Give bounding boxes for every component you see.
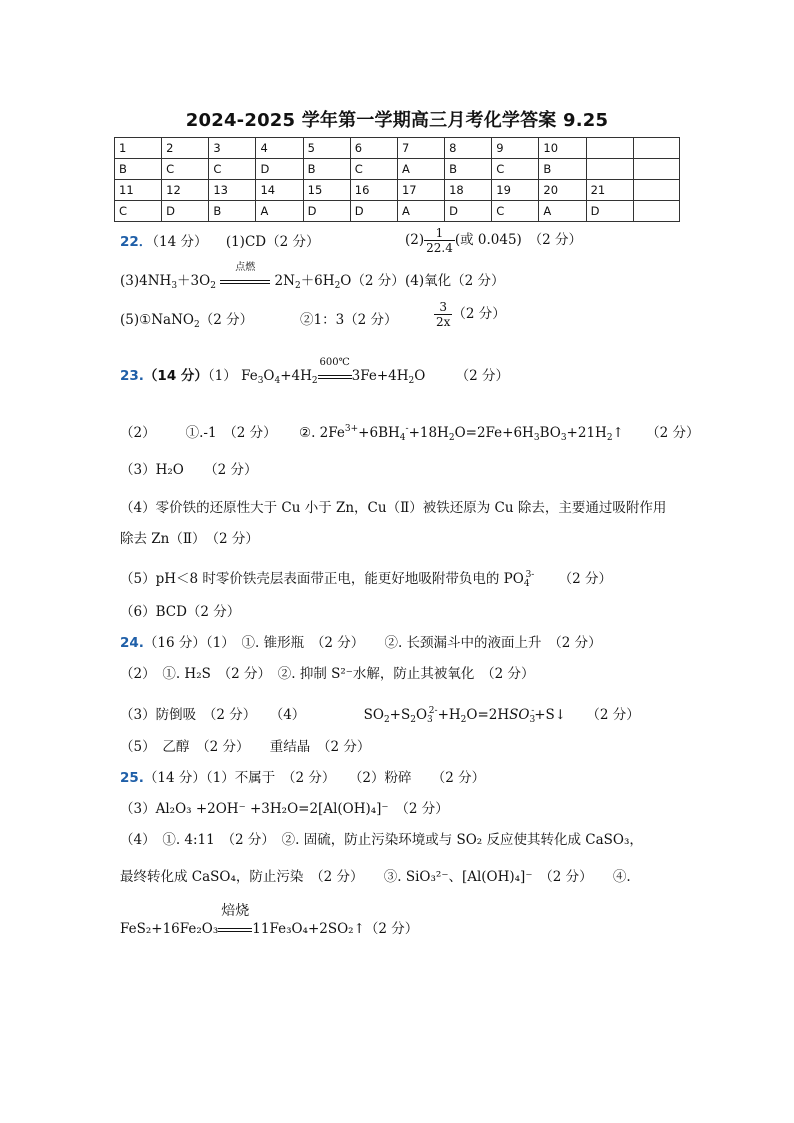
q22-part5c bbox=[434, 300, 506, 329]
table-cell: C bbox=[162, 159, 209, 180]
table-cell: 14 bbox=[256, 180, 303, 201]
table-cell bbox=[586, 159, 633, 180]
condition-text: 点燃 bbox=[235, 262, 256, 273]
table-cell: 11 bbox=[115, 180, 162, 201]
q25-part4-equation bbox=[120, 903, 419, 938]
q22-part2-rest: (或 0.045) （2 分） bbox=[454, 232, 582, 248]
q25-part4-line2: 最终转化成 CaSO₄，防止污染 （2 分） ③. SiO₃²⁻、[Al(OH)₄]⁻ （2 分） ④. bbox=[120, 869, 631, 885]
q23-eq-condition bbox=[318, 357, 352, 385]
q23-part2b-score: （2 分） bbox=[646, 425, 700, 441]
q22-eq-right2: ＋6H bbox=[300, 273, 335, 289]
table-cell: 21 bbox=[586, 180, 633, 201]
q22-eq-right3: O（2 分） bbox=[340, 273, 405, 289]
q24-number: 24. bbox=[120, 635, 144, 651]
q25-part3: （3）Al₂O₃ +2OH⁻ +3H₂O=2[Al(OH)₄]⁻ （2 分） bbox=[120, 801, 449, 817]
q22-part5b: ②1：3（2 分） bbox=[300, 312, 398, 328]
q23-part6: （6）BCD（2 分） bbox=[120, 604, 241, 620]
table-cell: C bbox=[350, 159, 397, 180]
q22-part4: (4)氧化（2 分） bbox=[405, 273, 505, 289]
q22-part5c-fraction bbox=[434, 300, 452, 329]
table-cell: 7 bbox=[397, 138, 444, 159]
q23-part1-label: （1） bbox=[207, 368, 237, 384]
table-cell: 6 bbox=[350, 138, 397, 159]
table-cell: C bbox=[209, 159, 256, 180]
table-cell: 3 bbox=[209, 138, 256, 159]
table-cell bbox=[633, 180, 679, 201]
q24-line-1 bbox=[120, 634, 602, 652]
table-cell: D bbox=[350, 201, 397, 222]
q22-eq-right: 2N bbox=[274, 273, 295, 289]
q25-eq-right: 11Fe₃O₄+2SO₂↑（2 分） bbox=[252, 921, 419, 937]
q24-part3-text: （3）防倒吸 （2 分） （4） bbox=[120, 707, 306, 723]
table-cell: A bbox=[256, 201, 303, 222]
table-cell bbox=[633, 201, 679, 222]
q23-part1-score: （2 分） bbox=[455, 368, 510, 384]
q22-part2-fraction bbox=[424, 226, 455, 255]
table-cell: 1 bbox=[115, 138, 162, 159]
q24-part3: （3）防倒吸 （2 分） （4） $SO_2+S_2O_3^{2-}+H_2O=2HSO_3^-+S↓$ （2 分） bbox=[120, 706, 640, 725]
q25-line-1 bbox=[120, 769, 485, 787]
table-cell: 15 bbox=[303, 180, 350, 201]
table-row bbox=[115, 201, 680, 222]
table-cell: D bbox=[445, 201, 492, 222]
q23-part2b-label: ②. bbox=[298, 425, 316, 441]
q23-part5: （5）pH＜8 时零价铁壳层表面带正电，能更好地吸附带负电的 $PO_4^{3-}$ （2 分） bbox=[120, 570, 613, 589]
q25-part4-line1: （4） ①. 4:11 （2 分） ②. 固硫，防止污染环境或与 SO₂ 反应使其转化成 CaSO₃， bbox=[120, 832, 643, 848]
q23-part5-text: （5）pH＜8 时零价铁壳层表面带正电，能更好地吸附带负电的 PO bbox=[120, 571, 524, 587]
table-cell: D bbox=[162, 201, 209, 222]
table-cell: D bbox=[256, 159, 303, 180]
table-cell bbox=[633, 138, 679, 159]
table-cell: 16 bbox=[350, 180, 397, 201]
table-cell bbox=[586, 138, 633, 159]
table-cell: 10 bbox=[539, 138, 586, 159]
q22-eq-mid: ＋3O bbox=[177, 273, 211, 289]
q25-part1: （1）不属于 （2 分） （2）粉碎 （2 分） bbox=[205, 770, 486, 786]
table-cell: B bbox=[115, 159, 162, 180]
q25-number: 25. bbox=[120, 770, 144, 786]
fraction-denominator: 2x bbox=[436, 315, 451, 329]
table-cell: B bbox=[539, 159, 586, 180]
q24-part5: （5） 乙醇 （2 分） 重结晶 （2 分） bbox=[120, 739, 371, 755]
q25-eq-condition bbox=[218, 903, 252, 938]
table-cell bbox=[633, 159, 679, 180]
table-cell: D bbox=[586, 201, 633, 222]
q23-part4-line2: 除去 Zn（Ⅱ） （2 分） bbox=[120, 531, 259, 547]
q22-part5a-text: (5)①NaNO bbox=[120, 312, 194, 328]
table-cell: 18 bbox=[445, 180, 492, 201]
table-cell: B bbox=[445, 159, 492, 180]
q22-part2-label: (2) bbox=[405, 232, 425, 248]
table-cell: 12 bbox=[162, 180, 209, 201]
table-cell: 9 bbox=[492, 138, 539, 159]
q24-score: （16 分） bbox=[143, 635, 206, 651]
condition-text: 600℃ bbox=[319, 357, 350, 368]
q22-eq-condition bbox=[220, 262, 270, 290]
q22-part1: (1)CD（2 分） bbox=[225, 234, 320, 250]
table-cell: A bbox=[397, 159, 444, 180]
q22-part5a-score: （2 分） bbox=[199, 312, 254, 328]
fraction-numerator: 3 bbox=[434, 300, 452, 315]
table-cell: C bbox=[115, 201, 162, 222]
table-cell: B bbox=[303, 159, 350, 180]
table-cell: 19 bbox=[492, 180, 539, 201]
table-cell: C bbox=[492, 201, 539, 222]
table-cell: 20 bbox=[539, 180, 586, 201]
table-cell: D bbox=[303, 201, 350, 222]
condition-text: 焙烧 bbox=[221, 903, 250, 919]
q22-part3: $(3)4NH_3+3O_2$ 点燃 $2N_2+6H_2O(2$ 分） bbox=[120, 272, 405, 295]
q22-eq-left: (3)4NH bbox=[120, 273, 172, 289]
q24-part4-score: （2 分） bbox=[586, 707, 640, 723]
q23-part5-score: （2 分） bbox=[558, 571, 613, 587]
table-cell: A bbox=[397, 201, 444, 222]
q23-part3: （3）H₂O （2 分） bbox=[120, 462, 258, 478]
table-cell: B bbox=[209, 201, 256, 222]
answer-table bbox=[114, 137, 680, 222]
q23-line-1: 23.（14 分）（1） $Fe_3O_4+4H_2$ 600℃ $3Fe+4H_2O$ （2 分） bbox=[120, 367, 509, 390]
q22-number: 22． bbox=[120, 234, 153, 250]
page-title: 2024-2025 学年第一学期高三月考化学答案 9.25 bbox=[185, 110, 609, 131]
q23-number: 23. bbox=[120, 368, 144, 384]
table-cell: 13 bbox=[209, 180, 256, 201]
q25-score: （14 分） bbox=[143, 770, 206, 786]
table-cell: 2 bbox=[162, 138, 209, 159]
q24-part2: （2） ①. H₂S （2 分） ②. 抑制 S²⁻水解，防止其被氧化 （2 分） bbox=[120, 666, 535, 682]
table-cell: 5 bbox=[303, 138, 350, 159]
q23-part2-label: （2） bbox=[120, 425, 156, 441]
q23-score: （14 分） bbox=[143, 368, 208, 384]
fraction-denominator: 22.4 bbox=[426, 241, 453, 255]
table-row bbox=[115, 138, 680, 159]
fraction-numerator: 1 bbox=[424, 226, 455, 241]
q22-line-1 bbox=[120, 233, 319, 251]
q25-eq-left: FeS₂+16Fe₂O₃ bbox=[120, 921, 219, 937]
table-cell: 4 bbox=[256, 138, 303, 159]
q23-part2: （2） ①.-1 （2 分） ②. $2Fe^{3+}+6BH_4^-+18H_2O=2Fe+6H_3BO_3+21H_2↑$ （2 分） bbox=[120, 424, 700, 443]
table-cell: C bbox=[492, 159, 539, 180]
table-cell: 17 bbox=[397, 180, 444, 201]
q22-part2 bbox=[405, 226, 582, 255]
table-row bbox=[115, 159, 680, 180]
q23-part2a: ①.-1 （2 分） bbox=[185, 425, 277, 441]
table-cell: 8 bbox=[445, 138, 492, 159]
q23-part4-line1: （4）零价铁的还原性大于 Cu 小于 Zn，Cu（Ⅱ）被铁还原为 Cu 除去，主要通过吸附作用 bbox=[120, 500, 667, 516]
q22-score: （14 分） bbox=[152, 234, 208, 250]
q24-part1: （1） ①. 锥形瓶 （2 分） ②. 长颈漏斗中的液面上升 （2 分） bbox=[205, 635, 602, 651]
table-cell: A bbox=[539, 201, 586, 222]
table-row bbox=[115, 180, 680, 201]
q22-part5c-score: （2 分） bbox=[452, 306, 506, 322]
q22-part5a: (5)①NaNO$_2$（2 分） bbox=[120, 312, 254, 330]
